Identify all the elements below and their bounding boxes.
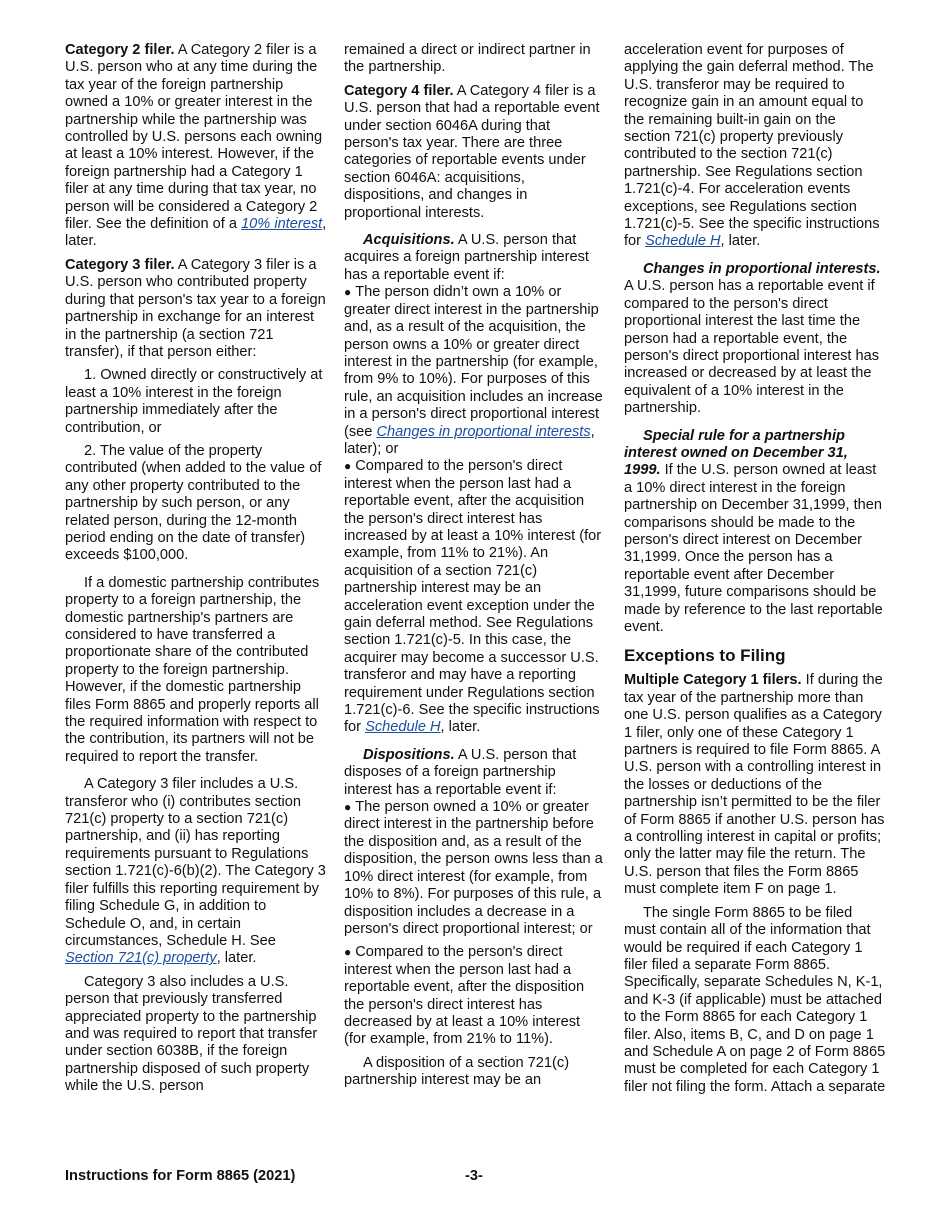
dispositions-paragraph — [344, 747, 606, 799]
section-721c-tail: , later. — [216, 950, 257, 967]
acquisitions-text: A U.S. person that acquires a foreign partnership interest has a reportable event if: — [344, 232, 589, 283]
bullet-icon: ● — [344, 800, 352, 815]
page-number: -3- — [465, 1168, 483, 1184]
acquisitions-bullet-2-tail: , later. — [440, 719, 481, 736]
category-3-heading: Category 3 filer. — [65, 256, 175, 273]
bullet-icon: ● — [344, 459, 352, 474]
changes-text: A U.S. person has a reportable event if compared to the person's direct proportional interest the last time the person had a reportable event, the person's direct proportional interest has increased or decreased by at least the equivalent of a 10% interest in the partnership. — [624, 278, 880, 417]
acquisitions-paragraph — [344, 232, 606, 284]
acceleration-tail: , later. — [720, 233, 761, 250]
dispositions-bullet-1-text: The person owned a 10% or greater direct interest in the partnership before the disposition and, as a result of the disposition, the person owns less than a 10% direct interest (for example, from 10% to 8%). For purposes of this rule, a disposition includes a decrease in a person's direct proportional interest; or — [344, 799, 603, 937]
acceleration-paragraph — [624, 42, 886, 251]
special-rule-heading: Special rule for a partnership interest owned on December 31, 1999. — [624, 427, 848, 479]
link-schedule-h[interactable]: Schedule H — [365, 719, 441, 736]
link-changes-in-proportional-interests[interactable]: Changes in proportional interests — [376, 423, 591, 440]
link-10-percent-interest[interactable]: 10% interest — [241, 216, 323, 233]
link-schedule-h[interactable]: Schedule H — [645, 233, 721, 250]
multiple-category-1-text: If during the tax year of the partnership more than one U.S. person qualifies as a Category 1 filer, only one of these Category 1 partners is required to file Form 8865. A U.S. person with a controlling interest in the losses or deductions of the partnership isn’t permitted to be the filer of Form 8865 if another U.S. person has a controlling interest in capital or profits; only the latter may file the return. The U.S. person that files the Form 8865 must complete item F on page 1. — [624, 672, 885, 898]
column-1 — [65, 42, 327, 1102]
category-4-heading: Category 4 filer. — [344, 82, 454, 99]
exceptions-heading: Exceptions to Filing — [624, 646, 786, 666]
link-section-721c-property[interactable]: Section 721(c) property — [65, 950, 217, 967]
category-4-text: A Category 4 filer is a U.S. person that had a reportable event under section 6046A during that person's tax year. There are three categories of reportable events under section 6046A: acquisitions, dispositions, and changes in proportional interests. — [344, 82, 600, 221]
category-2-heading: Category 2 filer. — [65, 42, 175, 58]
category-3-text: A Category 3 filer is a U.S. person who contributed property during that person's tax year to a foreign partnership in exchange for an interest in the partnership (a section 721 transfer), if that person either: — [65, 256, 326, 360]
special-rule-text: If the U.S. person owned at least a 10% direct interest in the foreign partnership on December 31,1999, then comparisons should be made to the person's direct interest on December 31,1999. Once the person has a reportable event after December 31,1999, future comparisons should be made by reference to the last reportable event. — [624, 462, 883, 635]
domestic-partnership-paragraph: If a domestic partnership contributes property to a foreign partnership, the domestic partnership's partners are considered to have transferred a proportionate share of the contributed property to the foreign partnership. However, if the domestic partnership files Form 8865 and properly reports all the required information with respect to the contribution, its partners will not be required to report the transfer. — [65, 574, 320, 765]
dispositions-bullet-1 — [344, 799, 606, 938]
acquisitions-bullet-2 — [344, 458, 606, 737]
section-721c-text: A Category 3 filer includes a U.S. transferor who (i) contributes section 721(c) property to a section 721(c) partnership, and (ii) has reporting requirements pursuant to Regulations section 1.721(c)-6(b)(2). The Category 3 filer fulfills this reporting requirement by filing Schedule G, in addition to Schedule O, and, in certain circumstances, Schedule H. See — [65, 776, 326, 949]
changes-heading: Changes in proportional interests. — [643, 260, 881, 277]
dispositions-bullet-2-text: Compared to the person's direct interest when the person last had a reportable event, after the disposition the person's direct interest has decreased by at least a 10% interest (for example, from 21% to 11%). — [344, 944, 585, 1048]
multiple-category-1-heading: Multiple Category 1 filers. — [624, 672, 802, 689]
dispositions-heading: Dispositions. — [363, 746, 455, 763]
acquisitions-bullet-1-text: The person didn’t own a 10% or greater direct interest in the partnership and, as a result of the acquisition, the person owns a 10% or greater direct interest in the partnership (for example, from 9% to 10%). For purposes of this rule, an acquisition includes an increase in a person's direct proportional interest (see — [344, 284, 603, 440]
bullet-icon: ● — [344, 285, 352, 300]
multiple-category-1-paragraph — [624, 672, 886, 898]
acquisitions-bullet-1-tail: , later); or — [344, 423, 595, 457]
single-form-paragraph: The single Form 8865 to be filed must contain all of the information that would be required if each Category 1 filer filed a separate Form 8865. Specifically, separate Schedules N, K-1, and K-3 (if applicable) must be attached to the Form 8865 for each Category 1 filer. Also, items B, C, and D on page 1 and Schedule A on page 2 of Form 8865 must be completed for each Category 1 filer not filing the form. Attach a separate — [624, 904, 886, 1095]
category-2-tail: , later. — [65, 216, 327, 250]
category-3-item-1: 1. Owned directly or constructively at least a 10% interest in the foreign partnership immediately after the contribution, or — [65, 367, 323, 436]
changes-paragraph — [624, 261, 886, 418]
acquisitions-bullet-1 — [344, 284, 606, 458]
acquisitions-heading: Acquisitions. — [363, 232, 455, 249]
bullet-icon: ● — [344, 945, 352, 960]
dispositions-text: A U.S. person that disposes of a foreign partnership interest has a reportable event if: — [344, 746, 577, 798]
section-721c-paragraph — [65, 776, 327, 967]
category-2-paragraph — [65, 42, 327, 251]
column-3 — [624, 42, 886, 1102]
category-2-text: A Category 2 filer is a U.S. person who at any time during the tax year of the foreign partnership owned a 10% or greater interest in the partnership while the partnership was controlled by U.S. persons each owning at least a 10% interest. However, if the foreign partnership had a Category 1 filer at any time during that tax year, no person will be considered a Category 2 filer. See the definition of a — [65, 42, 323, 233]
column-2 — [344, 42, 606, 1096]
section-6038b-paragraph: Category 3 also includes a U.S. person that previously transferred appreciated property to the partnership and was required to report that transfer under section 6038B, if the foreign partnership disposed of such property while the U.S. person — [65, 973, 318, 1095]
category-3-item-2: 2. The value of the property contributed (when added to the value of any other property contributed to the partnership by such person, or any related person, during the 12-month period ending on the date of transfer) exceeds $100,000. — [65, 442, 322, 564]
disposition-721c-paragraph: A disposition of a section 721(c) partnership interest may be an — [344, 1054, 570, 1089]
category-4-paragraph — [344, 83, 606, 222]
category-3-paragraph — [65, 257, 327, 361]
special-rule-paragraph — [624, 428, 886, 637]
continued-text: remained a direct or indirect partner in the partnership. — [344, 42, 591, 76]
acquisitions-bullet-2-text: Compared to the person's direct interest when the person last had a reportable event, after the acquisition the person's direct interest has increased by at least a 10% interest (for example, from 11% to 21%). An acquisition of a section 721(c) partnership interest may be an acceleration event exception under the gain deferral method. See Regulations section 1.721(c)-5. In this case, the acquirer may become a successor U.S. transferor and may have a reporting requirement under Regulations section 1.721(c)-6. See the specific instructions for — [344, 458, 602, 736]
acceleration-text: acceleration event for purposes of applying the gain deferral method. The U.S. transferor may be required to recognize gain in an amount equal to the remaining built-in gain on the section 721(c) property previously contributed to the section 721(c) partnership. See Regulations section 1.721(c)-4. For acceleration events exceptions, see Regulations section 1.721(c)-5. See the specific instructions for — [624, 42, 880, 250]
dispositions-bullet-2 — [344, 944, 606, 1048]
footer-form-title: Instructions for Form 8865 (2021) — [65, 1168, 296, 1184]
